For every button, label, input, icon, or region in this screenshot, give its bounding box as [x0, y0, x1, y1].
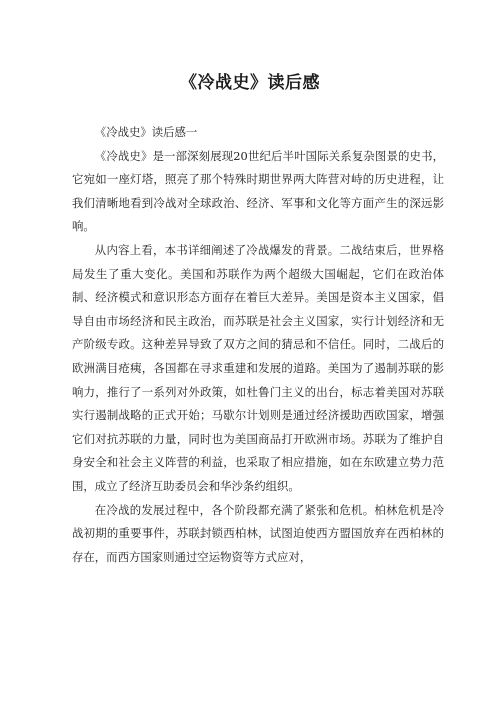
paragraph: 从内容上看，本书详细阐述了冷战爆发的背景。二战结束后，世界格局发生了重大变化。美国和苏联作为两个超级大国崛起，它们在政治体制、经济模式和意识形态方面存在着巨大差异。美国是资本主义国家，倡导自由市场经济和民主政治，而苏联是社会主义国家，实行计划经济和无产阶级专政。这种差异导致了双方之间的猜忌和不信任。同时，二战后的欧洲满目疮痍，各国都在寻求重建和发展的道路。美国为了遏制苏联的影响力，推行了一系列对外政策，如杜鲁门主义的出台，标志着美国对苏联实行遏制战略的正式开始；马歇尔计划则是通过经济援助西欧国家，增强它们对抗苏联的力量，同时也为美国商品打开欧洲市场。苏联为了维护自身安全和社会主义阵营的利益，也采取了相应措施，如在东欧建立势力范围，成立了经济互助委员会和华沙条约组织。	[72, 242, 444, 493]
subheading: 《冷战史》读后感一	[94, 125, 198, 139]
paragraph: 在冷战的发展过程中，各个阶段都充满了紧张和危机。柏林危机是冷战初期的重要事件，苏联封锁西柏林，试图迫使西方盟国放弃在西柏林的存在，而西方国家则通过空运物资等方式应对，	[72, 502, 444, 564]
document-title: 《冷战史》读后感	[180, 73, 320, 93]
document-body	[72, 121, 444, 569]
paragraph: 《冷战史》是一部深刻展现20世纪后半叶国际关系复杂图景的史书，它宛如一座灯塔，照亮了那个特殊时期世界两大阵营对峙的历史进程，让我们清晰地看到冷战对全球政治、经济、军事和文化等方面产生的深远影响。	[72, 148, 444, 234]
